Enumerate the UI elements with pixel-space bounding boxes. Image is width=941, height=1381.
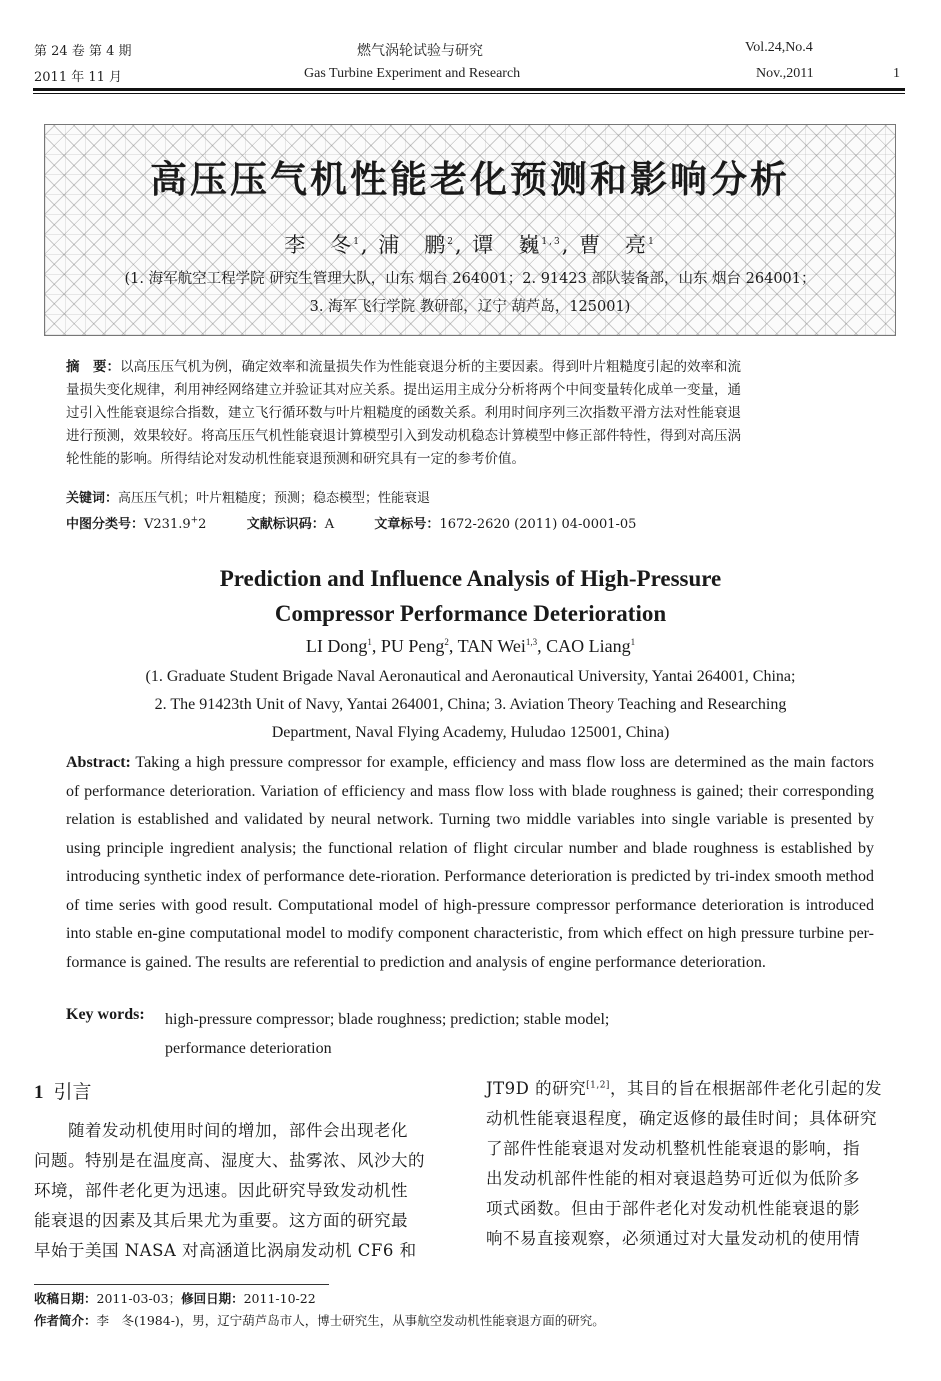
- en-keywords-line: performance deterioration: [165, 1039, 332, 1057]
- title-box: [44, 124, 896, 336]
- cn-author-affil-mark: 1,3: [541, 237, 562, 247]
- header-rule-thin: [33, 93, 905, 94]
- cn-abstract: [66, 356, 874, 471]
- en-title-line: Compressor Performance Deterioration: [274, 601, 667, 626]
- en-author-affil-mark: 1: [367, 637, 372, 647]
- footnote-author: [34, 1311, 605, 1329]
- cn-affiliation-line: 3. 海军飞行学院 教研部，辽宁 葫芦岛，125001): [309, 299, 631, 315]
- header-journal-en: Gas Turbine Experiment and Research: [304, 66, 521, 81]
- cn-abstract-line: 量损失变化规律，利用神经网络建立并验证其对应关系。提出运用主成分分析将两个中间变量转化成单一变量，通: [66, 382, 741, 398]
- en-affiliation-line: Department, Naval Flying Academy, Huludao 125001, China): [271, 724, 670, 741]
- en-abstract: [66, 749, 874, 977]
- citation-ref: [1,2]: [586, 1080, 610, 1091]
- en-abstract-text: Taking a high pressure compressor for example, efficiency and mass flow loss are determined as the main factors of performance deterioration. Variation of efficiency and mass flow loss with blade roughness is gained; their corresponding relation is established and validated by neural network. Turning two middle variables into single variable is presented by using principle ingredient analysis; the functional relation of flight circular number and blade roughness is established by introducing synthetic index of performance dete-rioration. Performance deterioration is predicted by tri-index smooth method of time series with good result. Computational model of high-pressure compressor performance deterioration is introduced into stable en-gine computational model to modify component characteristic, from which effect on high pressure turbine per-formance is gained. The results are referential to prediction and analysis of engine performance deterioration.: [66, 754, 875, 971]
- body-line: 随着发动机使用时间的增加，部件会出现老化: [34, 1121, 408, 1140]
- en-author-affil-mark: 1,3: [525, 637, 538, 647]
- en-keywords-label: Key words:: [66, 1006, 145, 1023]
- en-affiliation-line: (1. Graduate Student Brigade Naval Aeronautical and Aeronautical University, Yantai 264001, China;: [145, 668, 796, 685]
- body-line: ，其目的旨在根据部件老化引起的发: [609, 1079, 882, 1098]
- cn-author: 浦 鹏: [378, 233, 448, 257]
- section-heading: [34, 1077, 92, 1104]
- cn-author-list: 李 冬$^1$, 浦 鹏$^2$, 谭 巍$^{1,3}$, 曹 亮$^1$: [284, 233, 656, 257]
- cn-abstract-line: 轮性能的影响。所得结论对发动机性能衰退预测和研究具有一定的参考价值。: [66, 451, 525, 467]
- section-number: 1: [34, 1082, 44, 1103]
- page-number: 1: [893, 66, 900, 81]
- cn-keywords: [66, 487, 430, 506]
- received-label: 收稿日期：: [34, 1291, 97, 1306]
- body-line: 响不易直接观察，必须通过对大量发动机的使用情: [486, 1229, 860, 1248]
- body-line: 出发动机部件性能的相对衰退趋势可近似为低阶多: [486, 1169, 860, 1188]
- header-date-en: Nov.,2011: [756, 66, 814, 81]
- body-line: 动机性能衰退程度，确定返修的最佳时间；具体研究: [486, 1109, 877, 1128]
- cn-author: 谭 巍: [472, 233, 542, 257]
- header-volume-en: Vol.24,No.4: [745, 40, 813, 55]
- en-affiliation-line: 2. The 91423th Unit of Navy, Yantai 264001, China; 3. Aviation Theory Teaching and Researching: [154, 696, 787, 713]
- en-abstract-label: Abstract:: [66, 754, 131, 771]
- clc-sup: +: [190, 515, 199, 526]
- body-line: 能衰退的因素及其后果尤为重要。这方面的研究最: [34, 1211, 408, 1230]
- clc-value: V231.9: [144, 517, 191, 532]
- cn-abstract-line: 过引入性能衰退综合指数，建立飞行循环数与叶片粗糙度的函数关系。利用时间序列三次指数平滑方法对性能衰退: [66, 405, 741, 421]
- doc-code-value: A: [324, 517, 335, 532]
- author-bio-label: 作者简介：: [34, 1313, 97, 1328]
- section-title: 引言: [53, 1081, 92, 1103]
- header-rule-thick: [33, 88, 905, 91]
- cn-abstract-label: 摘 要：: [66, 359, 120, 375]
- en-author-affil-mark: 2: [444, 637, 449, 647]
- cn-keywords-label: 关键词：: [66, 491, 119, 506]
- en-title-line: Prediction and Influence Analysis of High-Pressure: [219, 566, 722, 591]
- en-author: PU Peng: [380, 636, 445, 656]
- en-author-list: LI Dong$^1$, PU Peng$^2$, TAN Wei$^{1,3}$, CAO Liang$^1$: [305, 636, 636, 656]
- clc-label: 中图分类号：: [66, 517, 145, 532]
- header-volume-cn: 第 24 卷 第 4 期: [34, 44, 132, 59]
- cn-title: 高压压气机性能老化预测和影响分析: [150, 158, 790, 201]
- body-line: JT9D 的研究: [486, 1079, 587, 1098]
- cn-author-affil-mark: 1: [648, 237, 656, 247]
- cn-affiliation-line: (1. 海军航空工程学院 研究生管理大队，山东 烟台 264001；2. 91423 部队装备部，山东 烟台 264001；: [124, 271, 816, 287]
- cn-author-affil-mark: 1: [353, 237, 361, 247]
- cn-author: 曹 亮: [579, 233, 649, 257]
- article-id-label: 文章标号：: [374, 517, 440, 532]
- received-date: 2011-03-03；: [96, 1291, 182, 1306]
- cn-abstract-line: 以高压压气机为例，确定效率和流量损失作为性能衰退分析的主要因素。得到叶片粗糙度引起的效率和流: [120, 359, 741, 375]
- en-keywords-line: high-pressure compressor; blade roughness; prediction; stable model;: [165, 1011, 610, 1028]
- header-journal-cn: 燃气涡轮试验与研究: [357, 43, 483, 59]
- body-line: 问题。特别是在温度高、湿度大、盐雾浓、风沙大的: [34, 1151, 425, 1170]
- body-right-column: [486, 1074, 906, 1254]
- cn-author: 李 冬: [284, 233, 354, 257]
- header-date-cn: 2011 年 11 月: [34, 70, 123, 85]
- article-id-value: 1672-2620 (2011) 04-0001-05: [439, 517, 637, 532]
- en-author: TAN Wei: [457, 636, 526, 656]
- cn-keywords-text: 高压压气机；叶片粗糙度；预测；稳态模型；性能衰退: [118, 491, 431, 506]
- body-line: 早始于美国 NASA 对高涵道比涡扇发动机 CF6 和: [34, 1241, 417, 1260]
- body-line: 环境，部件老化更为迅速。因此研究导致发动机性: [34, 1181, 408, 1200]
- revised-date: 2011-10-22: [243, 1291, 316, 1306]
- doc-code-label: 文献标识码：: [246, 517, 325, 532]
- footnote-dates: [34, 1289, 316, 1307]
- cn-abstract-line: 进行预测，效果较好。将高压压气机性能衰退计算模型引入到发动机稳态计算模型中修正部件特性，得到对高压涡: [66, 428, 741, 444]
- body-line: 了部件性能衰退对发动机整机性能衰退的影响，指: [486, 1139, 860, 1158]
- en-author: LI Dong: [305, 636, 368, 656]
- cn-author-affil-mark: 2: [447, 237, 456, 247]
- revised-label: 修回日期：: [181, 1291, 244, 1306]
- en-author: CAO Liang: [546, 636, 631, 656]
- body-line: 项式函数。但由于部件老化对发动机性能衰退的影: [486, 1199, 860, 1218]
- footnote-rule: [34, 1284, 329, 1285]
- body-left-column: [34, 1116, 454, 1266]
- clc-tail: 2: [198, 517, 207, 532]
- en-keywords-text: [165, 1006, 725, 1063]
- author-bio-text: 李 冬(1984-)，男，辽宁葫芦岛市人，博士研究生，从事航空发动机性能衰退方面的研究。: [96, 1313, 605, 1328]
- en-author-affil-mark: 1: [630, 637, 636, 647]
- cn-classification: [66, 513, 636, 532]
